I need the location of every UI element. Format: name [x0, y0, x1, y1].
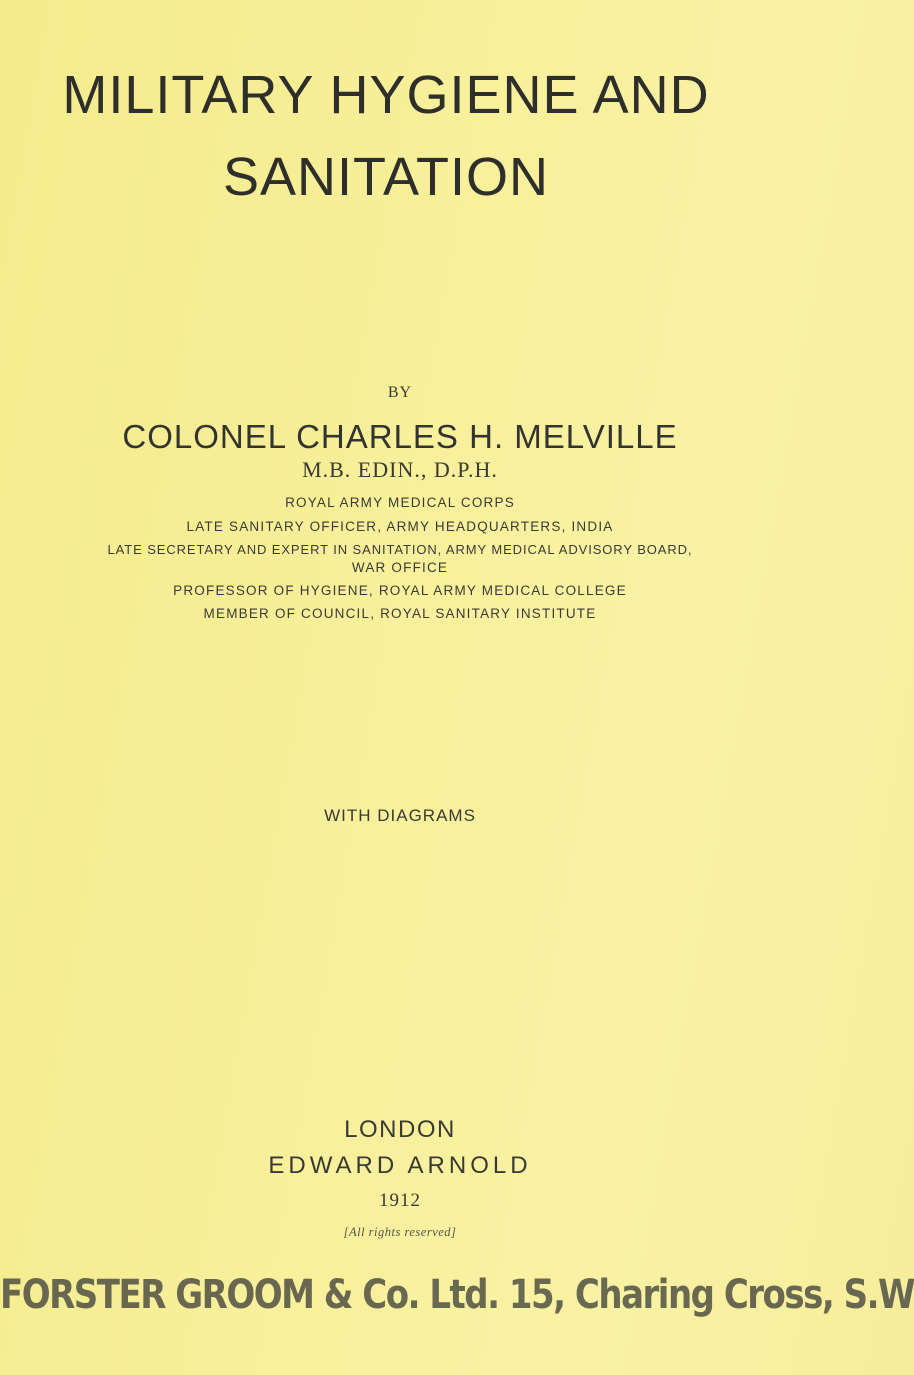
- credential-line: LATE SECRETARY AND EXPERT IN SANITATION, ARMY MEDICAL ADVISORY BOARD,: [107, 542, 693, 557]
- credential-line: LATE SANITARY OFFICER, ARMY HEADQUARTERS, INDIA: [186, 519, 614, 534]
- credential-line: ROYAL ARMY MEDICAL CORPS: [285, 495, 515, 510]
- credential-line: WAR OFFICE: [351, 560, 449, 575]
- book-title-line-1: MILITARY HYGIENE AND: [62, 65, 710, 125]
- imprint-city: LONDON: [344, 1116, 456, 1143]
- with-diagrams-note: WITH DIAGRAMS: [324, 806, 476, 825]
- binder-stamp: FORSTER GROOM & Co. Ltd. 15, Charing Cross, S.W: [0, 1271, 914, 1319]
- author-degrees: M.B. EDIN., D.P.H.: [302, 457, 498, 482]
- by-label: BY: [387, 384, 413, 401]
- imprint-year: 1912: [379, 1190, 421, 1211]
- rights-reserved-note: [All rights reserved]: [343, 1225, 457, 1239]
- imprint-publisher: EDWARD ARNOLD: [268, 1152, 532, 1179]
- credential-line: PROFESSOR OF HYGIENE, ROYAL ARMY MEDICAL COLLEGE: [173, 583, 627, 598]
- book-title-line-2: SANITATION: [222, 147, 549, 207]
- credential-line: MEMBER OF COUNCIL, ROYAL SANITARY INSTITUTE: [203, 606, 597, 621]
- author-name: COLONEL CHARLES H. MELVILLE: [122, 418, 678, 455]
